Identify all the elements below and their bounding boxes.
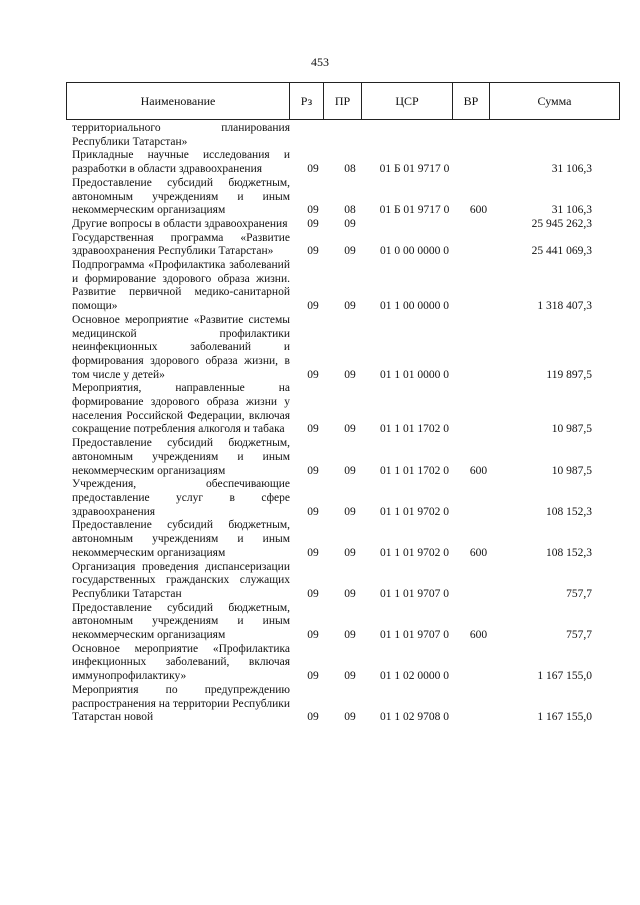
table-row [0, 232, 640, 259]
row-vr: 600 [469, 629, 488, 642]
row-name: Мероприятия по предупреждению распространения на территории Республики Татарстан новой [72, 683, 290, 724]
table-row [0, 218, 640, 232]
table-row [0, 122, 640, 149]
row-vr: 600 [469, 464, 488, 477]
row-csr: 01 1 01 1702 0 [380, 464, 449, 477]
row-rz: 09 [307, 464, 319, 477]
row-rz: 09 [307, 546, 319, 559]
row-sum: 119 897,5 [546, 368, 592, 381]
row-rz: 09 [307, 629, 319, 642]
table-row [0, 149, 640, 176]
row-pr: 08 [344, 204, 356, 217]
table-row [0, 259, 640, 314]
row-name: Прикладные научные исследования и разработки в области здравоохранения [72, 149, 290, 176]
row-vr: 600 [469, 546, 488, 559]
row-rz: 09 [307, 368, 319, 381]
row-sum: 1 167 155,0 [537, 711, 592, 724]
row-rz: 09 [307, 711, 319, 724]
header-sum: Сумма [537, 93, 572, 108]
row-rz: 09 [307, 505, 319, 518]
budget-table-body [0, 122, 640, 725]
row-csr: 01 1 01 9702 0 [380, 505, 449, 518]
header-pr: ПР [324, 83, 362, 119]
row-sum: 757,7 [566, 587, 592, 600]
row-sum: 108 152,3 [546, 505, 592, 518]
page-number: 453 [311, 55, 329, 69]
row-sum: 1 167 155,0 [537, 670, 592, 683]
row-sum: 25 441 069,3 [531, 245, 592, 258]
row-name: Предоставление субсидий бюджетным, автономным учреждениям и иным некоммерческим организациям [72, 519, 290, 559]
table-row [0, 382, 640, 437]
row-name: Мероприятия, направленные на формирование здорового образа жизни у населения Российской Федерации, включая сокращение потребления алкоголя и табака [72, 382, 290, 436]
row-csr: 01 1 01 0000 0 [380, 368, 449, 381]
row-sum: 31 106,3 [551, 204, 592, 217]
row-sum: 108 152,3 [546, 546, 592, 559]
row-sum: 757,7 [566, 629, 592, 642]
row-csr: 01 0 00 0000 0 [380, 245, 449, 258]
row-pr: 09 [344, 670, 356, 683]
row-rz: 09 [307, 163, 319, 176]
row-pr: 09 [344, 546, 356, 559]
header-vr: ВР [453, 83, 490, 119]
row-pr: 09 [344, 505, 356, 518]
row-pr: 09 [344, 217, 356, 230]
table-row [0, 684, 640, 725]
row-name: Учреждения, обеспечивающие предоставление услуг в сфере здравоохранения [72, 478, 290, 518]
row-sum: 25 945 262,3 [531, 217, 592, 230]
row-csr: 01 1 01 1702 0 [380, 423, 449, 436]
row-rz: 09 [307, 587, 319, 600]
table-row [0, 519, 640, 560]
row-name: Предоставление субсидий бюджетным, автономным учреждениям и иным некоммерческим организациям [72, 176, 290, 217]
row-name: Подпрограмма «Профилактика заболеваний и формирование здорового образа жизни. Развитие первичной медико-санитарной помощи» [72, 259, 290, 313]
table-row [0, 643, 640, 684]
table-row [0, 437, 640, 478]
row-name: Государственная программа «Развитие здравоохранения Республики Татарстан» [72, 231, 290, 258]
row-pr: 09 [344, 587, 356, 600]
row-pr: 09 [344, 629, 356, 642]
row-csr: 01 Б 01 9717 0 [379, 204, 450, 217]
header-name: Наименование [67, 83, 290, 119]
row-pr: 09 [344, 368, 356, 381]
table-row [0, 602, 640, 643]
row-vr: 600 [469, 204, 488, 217]
table-row [0, 314, 640, 383]
row-pr: 09 [344, 464, 356, 477]
row-csr: 01 1 01 9707 0 [380, 629, 449, 642]
row-name: Предоставление субсидий бюджетным, автономным учреждениям и иным некоммерческим организациям [72, 437, 290, 477]
row-csr: 01 1 01 9702 0 [380, 546, 449, 559]
row-name: Предоставление субсидий бюджетным, автономным учреждениям и иным некоммерческим организациям [72, 601, 290, 642]
row-csr: 01 1 02 9708 0 [380, 711, 449, 724]
header-rz: Рз [290, 83, 324, 119]
row-sum: 10 987,5 [551, 464, 592, 477]
row-csr: 01 1 02 0000 0 [380, 670, 449, 683]
row-sum: 1 318 407,3 [537, 300, 592, 313]
row-rz: 09 [307, 204, 319, 217]
row-pr: 09 [344, 300, 356, 313]
row-pr: 09 [344, 245, 356, 258]
row-rz: 09 [307, 670, 319, 683]
row-csr: 01 1 00 0000 0 [380, 300, 449, 313]
row-pr: 09 [344, 711, 356, 724]
row-pr: 09 [344, 423, 356, 436]
row-rz: 09 [307, 245, 319, 258]
row-name: Другие вопросы в области здравоохранения [72, 217, 288, 230]
row-csr: 01 1 01 9707 0 [380, 587, 449, 600]
table-row [0, 177, 640, 218]
row-name: Основное мероприятие «Развитие системы медицинской профилактики неинфекционных заболеваний и формирования здорового образа жизни, в том числе у детей» [72, 313, 290, 381]
row-name: Организация проведения диспансеризации государственных гражданских служащих Республики Татарстан [72, 560, 290, 600]
table-row [0, 478, 640, 519]
row-name: территориального планирования Республики Татарстан» [72, 122, 290, 148]
row-csr: 01 Б 01 9717 0 [379, 163, 450, 176]
row-sum: 10 987,5 [551, 423, 592, 436]
row-pr: 08 [344, 163, 356, 176]
row-rz: 09 [307, 217, 319, 230]
row-rz: 09 [307, 423, 319, 436]
table-row [0, 561, 640, 602]
row-rz: 09 [307, 300, 319, 313]
header-csr: ЦСР [362, 83, 453, 119]
row-name: Основное мероприятие «Профилактика инфекционных заболеваний, включая иммунопрофилактику» [72, 642, 290, 683]
table-header [66, 82, 620, 120]
row-sum: 31 106,3 [551, 163, 592, 176]
